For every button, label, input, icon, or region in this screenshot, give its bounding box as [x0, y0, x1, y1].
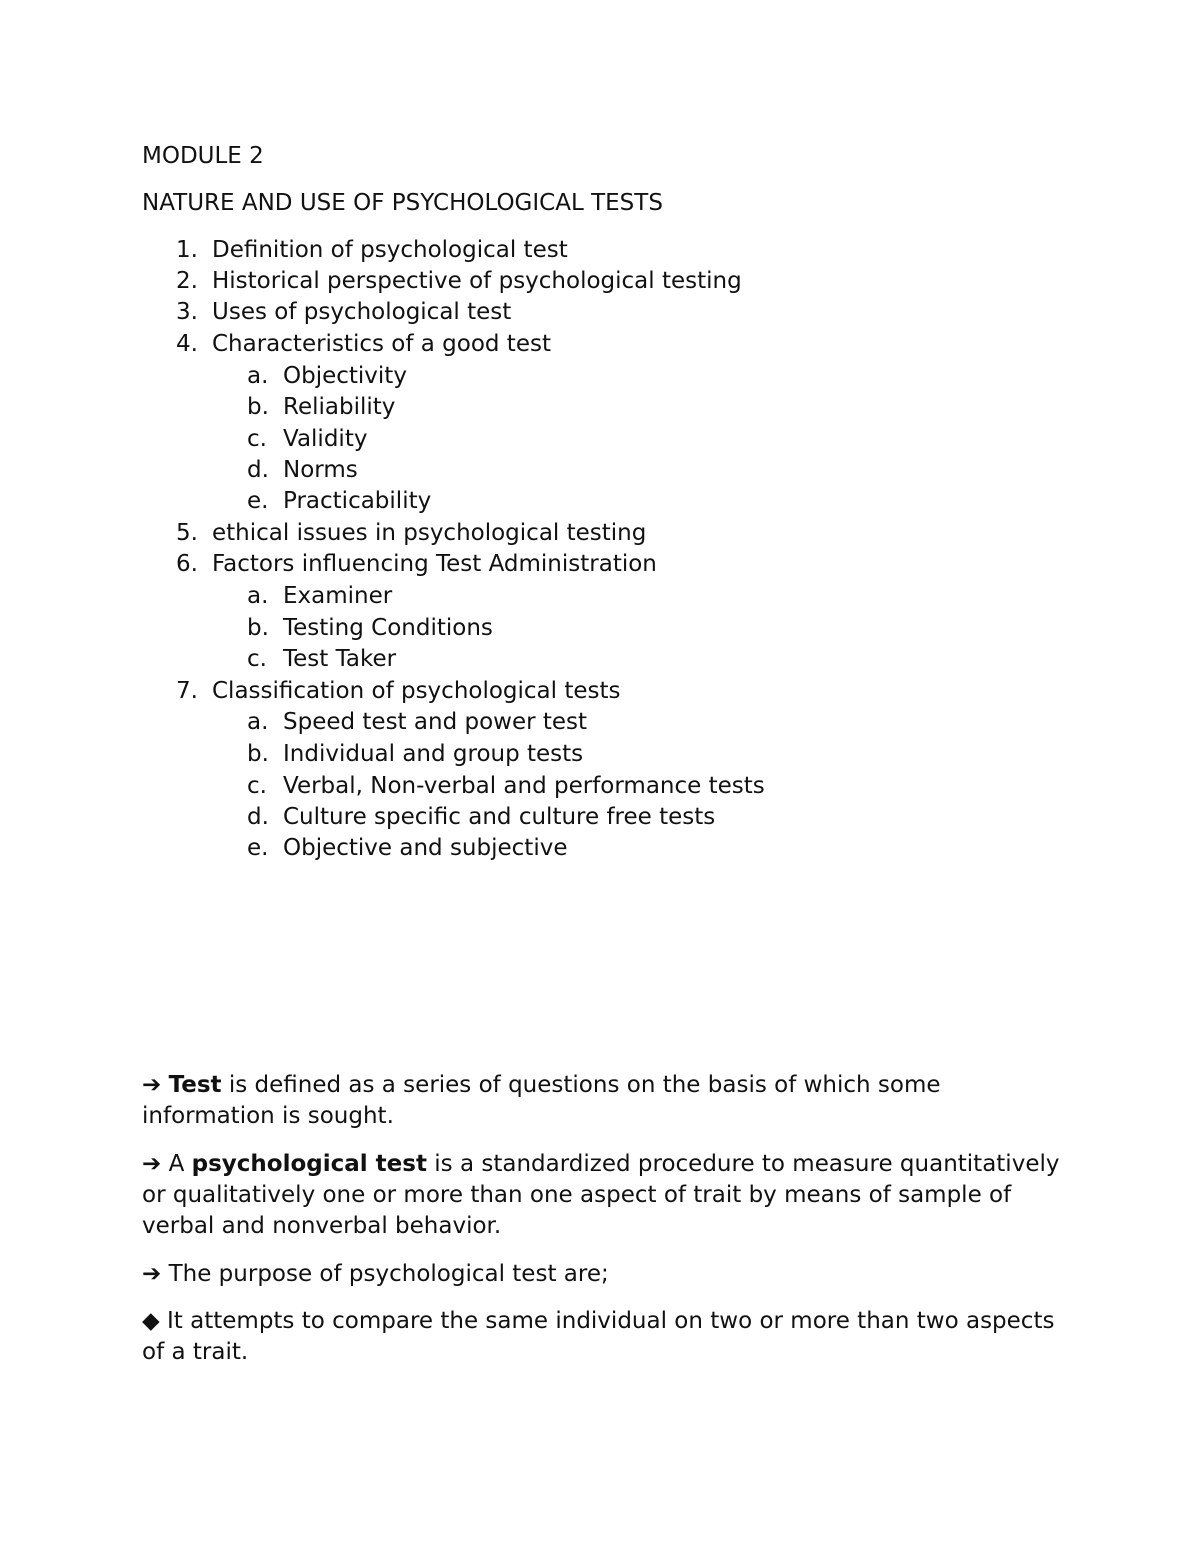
module-title: MODULE 2 — [142, 143, 264, 169]
purpose-paragraph: ➔ The purpose of psychological test are; — [142, 1261, 609, 1287]
section-title: NATURE AND USE OF PSYCHOLOGICAL TESTS — [142, 190, 663, 216]
bold-term: psychological test — [191, 1151, 427, 1177]
purpose-bullet: ◆ It attempts to compare the same individual on two or more than two aspects of a trait. — [142, 1308, 1055, 1365]
bold-term: Test — [168, 1072, 222, 1098]
definition-paragraph-test: ➔ Test is defined as a series of questions on the basis of which some information is sought. — [142, 1072, 941, 1129]
document-page: MODULE 2 NATURE AND USE OF PSYCHOLOGICAL TESTS 1. Definition of psychological test 2. Historical perspective of psychological testing 3. Uses of psychological test 4. Characteristics of a good test a. Objectivity b. Reliability c. Validity d. Norms e. Practicability 5. ethical issues in psychological testing 6. Factors influencing Test Administration a. Examiner b. Testing Conditions c. Test Taker 7. Classification of psychological tests a. Speed test and power test b. Individual and group tests c. Verbal, Non-verbal and performance tests d. Culture specific and culture free tests e. Objective and subjective ➔ Test is defined as a series of questions on the basis of which some information is sought. ➔ A psychological test is a standardized procedure to measure quantitatively or qualitatively one or more than one aspect of trait by means of sample of verbal and nonverbal behavior. ➔ The purpose of psychological test are; ◆ It attempts to compare the same individual on two or more than two aspects of a trait. — [0, 0, 1200, 1553]
arrow-icon: ➔ — [142, 1072, 162, 1098]
diamond-bullet-icon: ◆ — [142, 1308, 160, 1334]
arrow-icon: ➔ — [142, 1151, 162, 1177]
arrow-icon: ➔ — [142, 1261, 162, 1287]
definition-paragraph-psychological-test: ➔ A psychological test is a standardized procedure to measure quantitatively or qualitatively one or more than one aspect of trait by means of sample of verbal and nonverbal behavior. — [142, 1151, 1060, 1239]
